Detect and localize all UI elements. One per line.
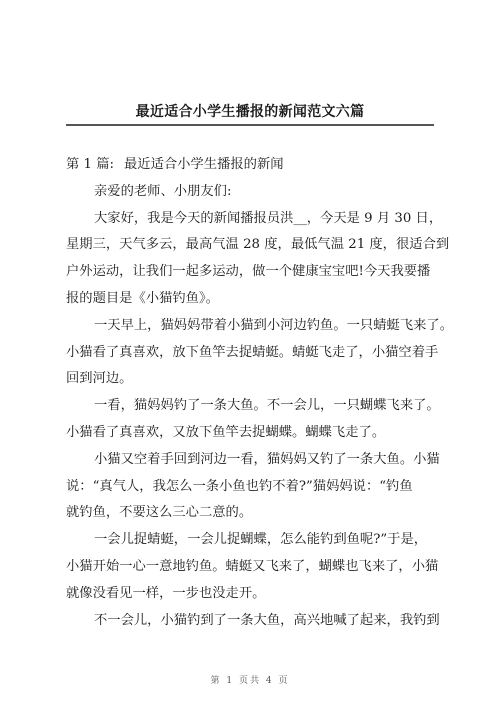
- body-line: 回到河边。: [66, 371, 133, 387]
- chapter-heading-text: 最近适合小学生播报的新闻: [124, 157, 284, 172]
- title-underline: [66, 124, 434, 126]
- body-line: 一看，猫妈妈钓了一条大鱼。不一会儿，一只蝴蝶飞来了。: [94, 398, 440, 414]
- chapter-heading: [66, 152, 450, 179]
- salutation: 亲爱的老师、小朋友们:: [94, 183, 232, 199]
- chapter-label: 第 1 篇:: [66, 157, 114, 172]
- page-footer: 第 1 页共 4 页: [210, 676, 290, 686]
- body-line: 不一会儿，小猫钓到了一条大鱼，高兴地喊了起来，我钓到: [94, 612, 440, 628]
- document-title: 最近适合小学生播报的新闻范文六篇: [135, 104, 365, 120]
- body-line: 就像没看见一样，一步也没走开。: [66, 585, 266, 601]
- body-line: 小猫看了真喜欢，又放下鱼竿去捉蝴蝶。蝴蝶飞走了。: [66, 424, 386, 440]
- body-line: 一天早上，猫妈妈带着小猫到小河边钓鱼。一只蜻蜓飞来了。: [94, 317, 454, 333]
- body-line: 就钓鱼，不要这么三心二意的。: [66, 505, 253, 521]
- body-line: 一会儿捉蜻蜓，一会儿捉蝴蝶，怎么能钓到鱼呢?”于是，: [94, 532, 428, 548]
- body-line: 说：“真气人，我怎么一条小鱼也钓不着?”猫妈妈说：“钓鱼: [66, 478, 413, 494]
- body-line: 报的题目是《小猫钓鱼》。: [66, 290, 219, 306]
- body-lines: [66, 206, 454, 635]
- body-line: 小猫开始一心一意地钓鱼。蜻蜓又飞来了，蝴蝶也飞来了，小猫: [66, 558, 439, 574]
- body-line: 小猫又空着手回到河边一看，猫妈妈又钓了一条大鱼。小猫: [94, 451, 440, 467]
- body-line: 星期三，天气多云，最高气温 28 度，最低气温 21 度，很适合到: [66, 237, 450, 253]
- body-line: 户外运动，让我们一起多运动，做一个健康宝宝吧!今天我要播: [66, 264, 431, 280]
- body-line: 小猫看了真喜欢，放下鱼竿去捉蜻蜓。蜻蜓飞走了，小猫空着手: [66, 344, 439, 360]
- body-line: 大家好，我是今天的新闻播报员洪__，今天是 9 月 30 日，: [94, 210, 443, 226]
- document-body: [66, 152, 454, 634]
